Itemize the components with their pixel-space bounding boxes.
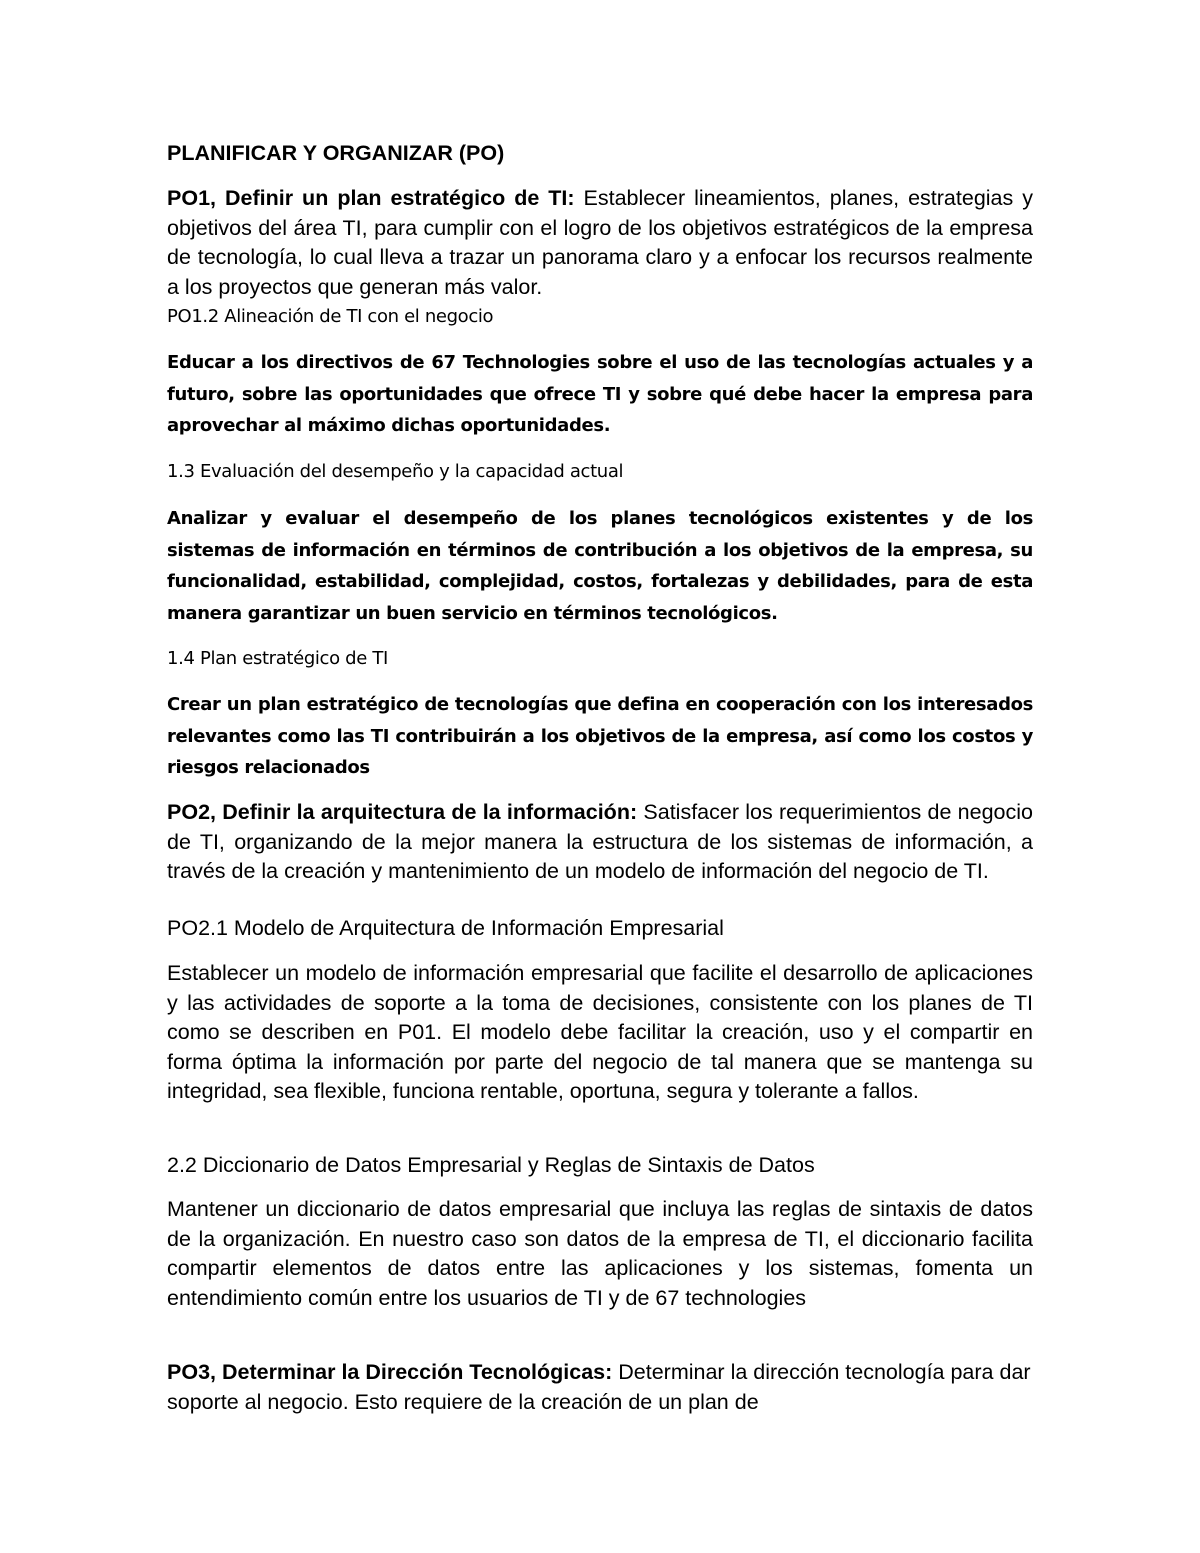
po1-3-text: Analizar y evaluar el desempeño de los planes tecnológicos existentes y de los sistemas de información en términos de contribución a los objetivos de la empresa, su funcionalidad, estabilidad, complejidad, costos, fortalezas y debilidades, para de esta manera garantizar un buen servicio en términos tecnológicos. bbox=[167, 508, 1033, 624]
po1-4-text: Crear un plan estratégico de tecnologías que defina en cooperación con los interesados relevantes como las TI contribuirán a los objetivos de la empresa, así como los costos y riesgos relacionados bbox=[167, 694, 1033, 778]
po2-text: Satisfacer los requerimientos de negocio de TI, organizando de la mejor manera la estructura de los sistemas de información, a través de la creación y mantenimiento de un modelo de información del negocio de TI. bbox=[167, 800, 1033, 883]
po1-2-text: Educar a los directivos de 67 Technologies sobre el uso de las tecnologías actuales y a futuro, sobre las oportunidades que ofrece TI y sobre qué debe hacer la empresa para aprovechar al máximo dichas oportunidades. bbox=[167, 352, 1033, 436]
po2-1-text: Establecer un modelo de información empresarial que facilite el desarrollo de aplicaciones y las actividades de soporte a la toma de decisiones, consistente con los planes de TI como se describen en P01. El modelo debe facilitar la creación, uso y el compartir en forma óptima la información por parte del negocio de tal manera que se mantenga su integridad, sea flexible, funciona rentable, oportuna, segura y tolerante a fallos. bbox=[167, 961, 1033, 1103]
po1-text: Establecer lineamientos, planes, estrategias y objetivos del área TI, para cumplir con el logro de los objetivos estratégicos de la empresa de tecnología, lo cual lleva a trazar un panorama claro y a enfocar los recursos realmente a los proyectos que generan más valor. bbox=[167, 186, 1033, 299]
po3-heading: PO3, Determinar la Dirección Tecnológicas: bbox=[167, 1360, 613, 1384]
po3-paragraph bbox=[167, 1358, 1033, 1417]
po3-text: Determinar la dirección tecnología para dar soporte al negocio. Esto requiere de la creación de un plan de bbox=[167, 1360, 1031, 1414]
po1-3-title: 1.3 Evaluación del desempeño y la capacidad actual bbox=[167, 461, 624, 482]
po1-paragraph bbox=[167, 184, 1033, 302]
po2-heading: PO2, Definir la arquitectura de la información: bbox=[167, 800, 638, 824]
po1-2-title: PO1.2 Alineación de TI con el negocio bbox=[167, 306, 494, 327]
document-title: PLANIFICAR Y ORGANIZAR (PO) bbox=[167, 141, 505, 165]
po2-paragraph bbox=[167, 798, 1033, 887]
po2-1-title: PO2.1 Modelo de Arquitectura de Información Empresarial bbox=[167, 916, 724, 940]
po2-2-text: Mantener un diccionario de datos empresarial que incluya las reglas de sintaxis de datos de la organización. En nuestro caso son datos de la empresa de TI, el diccionario facilita compartir elementos de datos entre las aplicaciones y los sistemas, fomenta un entendimiento común entre los usuarios de TI y de 67 technologies bbox=[167, 1197, 1033, 1310]
po2-2-title: 2.2 Diccionario de Datos Empresarial y Reglas de Sintaxis de Datos bbox=[167, 1153, 815, 1177]
po1-heading: PO1, Definir un plan estratégico de TI: bbox=[167, 186, 575, 210]
po1-4-title: 1.4 Plan estratégico de TI bbox=[167, 648, 388, 669]
